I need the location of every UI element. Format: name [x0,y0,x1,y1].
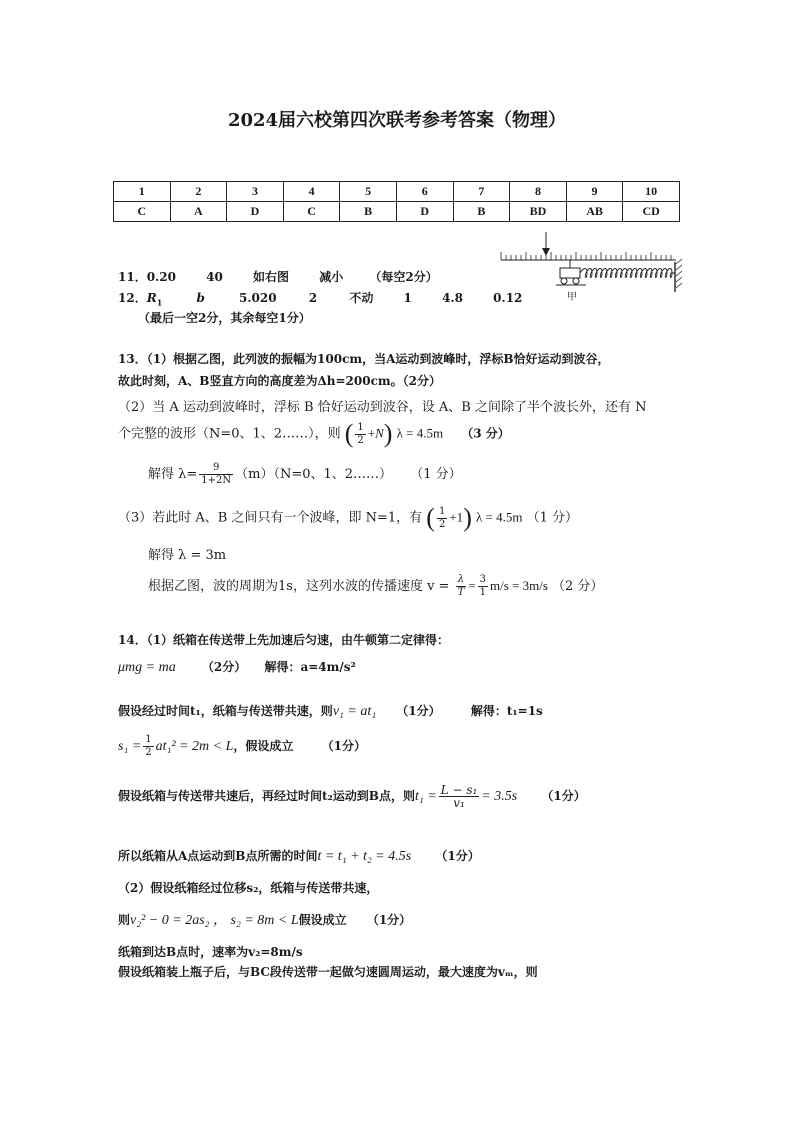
answer-table-answer-cell: D [227,202,284,222]
answer-table-answer-cell: C [114,202,171,222]
q14-line-2: μmg = ma （2分） 解得：a=4m/s² [118,660,356,675]
q13-line-7: 解得 λ = 3m [148,548,227,563]
answer-table-number-cell: 1 [114,182,171,202]
answer-table-answer-cell: B [340,202,397,222]
q13-line-5: 解得 λ= $\frac{9}{1+2N}$ （m）（N=0、1、2……） （1 分） [148,462,462,486]
q14-line-4: s₁ = $\frac{1}{2}$ at₁² = 2m < L，假设成立 （1分） [118,734,366,758]
q11-line: 11．0.20 40 如右图 减小 （每空2分） [118,270,438,284]
answer-table-answer-cell: B [453,202,510,222]
q13-line-6: （3）若此时 A、B 之间只有一个波峰，即 N=1，有 ( $\frac{1}{2}$ +1) λ = 4.5m （1 分） [118,503,579,532]
answer-table [113,181,680,222]
q13-line-4: 个完整的波形（N=0、1、2……），则 ( $\frac{1}{2}$ +N) λ = 4.5m （3 分） [118,419,510,448]
answer-table-number-row [114,182,680,202]
answer-table-answer-cell: AB [566,202,623,222]
q14-line-3: 假设经过时间t₁，纸箱与传送带共速，则v₁ = at₁ （1分） 解得：t₁=1s [118,704,543,719]
answer-table-number-cell: 9 [566,182,623,202]
answer-table-number-cell: 2 [170,182,227,202]
answer-table-number-cell: 7 [453,182,510,202]
answer-table-number-cell: 5 [340,182,397,202]
answer-table-answer-cell: CD [623,202,680,222]
q14-line-10: 假设纸箱装上瓶子后，与BC段传送带一起做匀速圆周运动，最大速度为vₘ，则 [118,965,538,979]
answer-table-number-cell: 3 [227,182,284,202]
figure-label: 甲 [567,292,577,303]
q12-line: 12．$R_1$ b 5.020 2 不动 1 4.8 0.12 [118,291,523,308]
answer-table-number-cell: 8 [510,182,567,202]
q13-line-1: 13．（1）根据乙图，此列波的振幅为100cm，当A运动到波峰时，浮标B恰好运动到波谷， [118,352,610,366]
answer-table-answer-cell: D [396,202,453,222]
q14-line-1: 14．（1）纸箱在传送带上先加速后匀速，由牛顿第二定律得： [118,633,450,647]
q14-line-5: 假设纸箱与传送带共速后，再经过时间t₂运动到B点，则t₁ = $\frac{\text{L − s₁}}{\text{v₁}}$ = 3.5s （1分） [118,783,586,810]
q14-line-7: （2）假设纸箱经过位移s₂，纸箱与传送带共速， [118,881,379,895]
answer-table-answer-cell: C [283,202,340,222]
q14-line-6: 所以纸箱从A点运动到B点所需的时间t = t₁ + t₂ = 4.5s （1分） [118,849,480,864]
answer-table-number-cell: 6 [396,182,453,202]
answer-table-answer-cell: A [170,202,227,222]
answer-table-answer-row [114,202,680,222]
q13-line-2: 故此时刻，A、B竖直方向的高度差为Δh=200cm。（2分） [118,374,441,388]
q13-line-3: （2）当 A 运动到波峰时，浮标 B 恰好运动到波谷，设 A、B 之间除了半个波长外，还有 N [118,400,647,415]
ruler-spring-figure [496,228,691,304]
q14-line-8: 则v₂² − 0 = 2as₂ ， s₂ = 8m < L假设成立 （1分） [118,913,412,928]
q14-line-9: 纸箱到达B点时，速率为v₂=8m/s [118,945,303,959]
q12-note: （最后一空2分，其余每空1分） [138,311,311,325]
page-title: 2024届六校第四次联考参考答案（物理） [227,110,567,131]
q13-line-8: 根据乙图，波的周期为1s，这列水波的传播速度 v = $\frac{\lambda}{T}$ = $\frac{3}{1}$ m/s = 3m/s （2 分） [148,574,604,598]
answer-table-number-cell: 10 [623,182,680,202]
answer-table-number-cell: 4 [283,182,340,202]
answer-table-answer-cell: BD [510,202,567,222]
